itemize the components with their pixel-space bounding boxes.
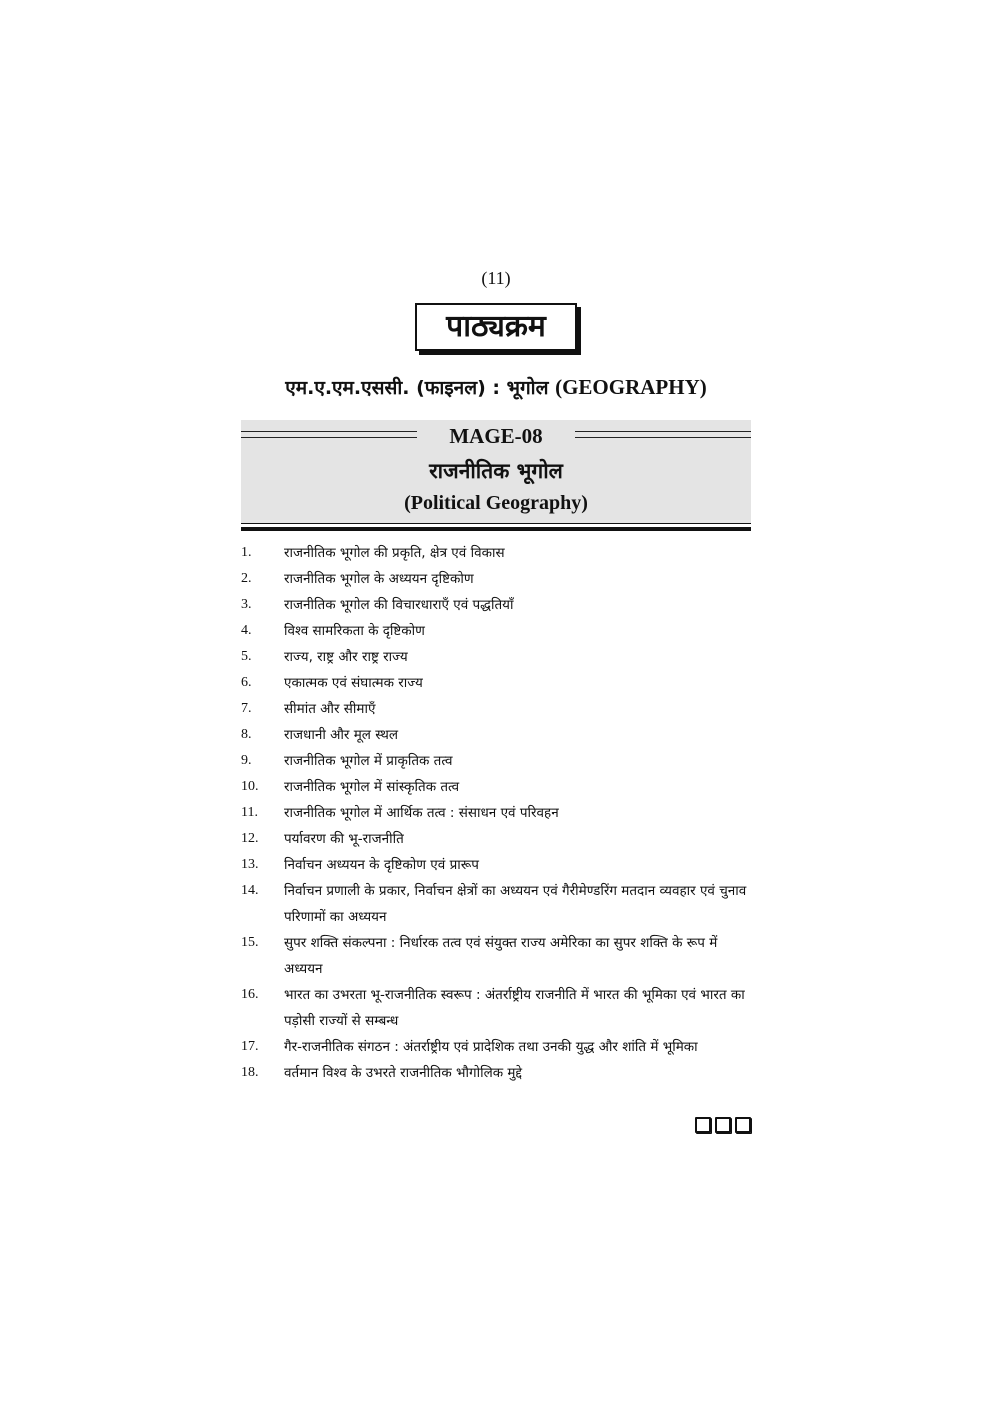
topic-item — [241, 696, 755, 722]
topic-number: 10. — [241, 779, 259, 794]
box-icon — [695, 1117, 711, 1133]
topic-number: 5. — [241, 649, 252, 664]
topic-item — [241, 800, 755, 826]
topic-text: सुपर शक्ति संकल्पना : निर्धारक तत्व एवं संयुक्त राज्य अमेरिका का सुपर शक्ति के रूप में अध्ययन — [284, 935, 718, 977]
topic-text: निर्वाचन प्रणाली के प्रकार, निर्वाचन क्षेत्रों का अध्ययन एवं गैरीमेण्डरिंग मतदान व्यवहार एवं चुनाव परिणामों का अध्ययन — [284, 883, 747, 925]
box-icon — [735, 1117, 751, 1133]
topic-number: 12. — [241, 831, 259, 846]
topic-item — [241, 592, 755, 618]
topic-text: राजधानी और मूल स्थल — [284, 727, 399, 743]
paper-title-hindi: राजनीतिक भूगोल — [429, 459, 563, 483]
topic-number: 11. — [241, 805, 258, 820]
topic-item — [241, 826, 755, 852]
syllabus-heading-box — [415, 303, 577, 351]
topic-number: 16. — [241, 987, 259, 1002]
topic-number: 2. — [241, 571, 252, 586]
topic-number: 8. — [241, 727, 252, 742]
topic-number: 14. — [241, 883, 259, 898]
course-title — [0, 374, 992, 400]
syllabus-heading: पाठ्यक्रम — [446, 309, 546, 344]
topic-item — [241, 748, 755, 774]
topic-item — [241, 1034, 755, 1060]
topic-number: 13. — [241, 857, 259, 872]
band-bottom-rule-thin — [241, 523, 751, 524]
topic-item — [241, 644, 755, 670]
topic-text: सीमांत और सीमाएँ — [284, 701, 376, 717]
topic-text: विश्व सामरिकता के दृष्टिकोण — [284, 623, 425, 639]
topic-text: पर्यावरण की भू-राजनीति — [284, 831, 404, 847]
topic-item — [241, 618, 755, 644]
topic-text: राजनीतिक भूगोल में आर्थिक तत्व : संसाधन एवं परिवहन — [284, 805, 559, 821]
page-number: (11) — [481, 268, 511, 288]
topic-number: 3. — [241, 597, 252, 612]
topic-text: गैर-राजनीतिक संगठन : अंतर्राष्ट्रीय एवं प्रादेशिक तथा उनकी युद्ध और शांति में भूमिका — [284, 1039, 698, 1055]
paper-title-english: (Political Geography) — [404, 492, 588, 514]
topic-text: राजनीतिक भूगोल में सांस्कृतिक तत्व — [284, 779, 460, 795]
topic-number: 6. — [241, 675, 252, 690]
topic-item — [241, 982, 755, 1034]
topic-text: राजनीतिक भूगोल की प्रकृति, क्षेत्र एवं विकास — [284, 545, 505, 561]
topic-item — [241, 566, 755, 592]
topic-text: एकात्मक एवं संघात्मक राज्य — [284, 675, 423, 691]
topic-item — [241, 540, 755, 566]
topic-number: 18. — [241, 1065, 259, 1080]
topic-item — [241, 722, 755, 748]
topic-item — [241, 878, 755, 930]
paper-code: MAGE-08 — [449, 424, 543, 448]
topic-item — [241, 670, 755, 696]
topic-item — [241, 1060, 755, 1086]
topic-number: 1. — [241, 545, 252, 560]
topic-number: 17. — [241, 1039, 259, 1054]
topic-item — [241, 930, 755, 982]
syllabus-topic-list — [241, 540, 755, 1086]
course-title-hindi: एम.ए.एम.एससी. (फाइनल) : भूगोल — [285, 377, 549, 399]
topic-number: 7. — [241, 701, 252, 716]
topic-number: 15. — [241, 935, 259, 950]
band-bottom-rule-thick — [241, 527, 751, 531]
topic-text: राजनीतिक भूगोल में प्राकृतिक तत्व — [284, 753, 453, 769]
topic-item — [241, 774, 755, 800]
topic-text: निर्वाचन अध्ययन के दृष्टिकोण एवं प्रारूप — [284, 857, 479, 873]
topic-item — [241, 852, 755, 878]
topic-text: राजनीतिक भूगोल की विचारधाराएँ एवं पद्धतियाँ — [284, 597, 514, 613]
box-icon — [715, 1117, 731, 1133]
topic-text: भारत का उभरता भू-राजनीतिक स्वरूप : अंतर्राष्ट्रीय राजनीति में भारत की भूमिका एवं भारत का पड़ोसी राज्यों से सम्बन्ध — [284, 987, 745, 1029]
topic-number: 9. — [241, 753, 252, 768]
topic-text: राज्य, राष्ट्र और राष्ट्र राज्य — [284, 649, 408, 665]
course-title-english: (GEOGRAPHY) — [555, 375, 707, 399]
topic-text: वर्तमान विश्व के उभरते राजनीतिक भौगोलिक मुद्दे — [284, 1065, 523, 1081]
end-of-section-marker — [695, 1117, 751, 1133]
topic-number: 4. — [241, 623, 252, 638]
topic-text: राजनीतिक भूगोल के अध्ययन दृष्टिकोण — [284, 571, 474, 587]
